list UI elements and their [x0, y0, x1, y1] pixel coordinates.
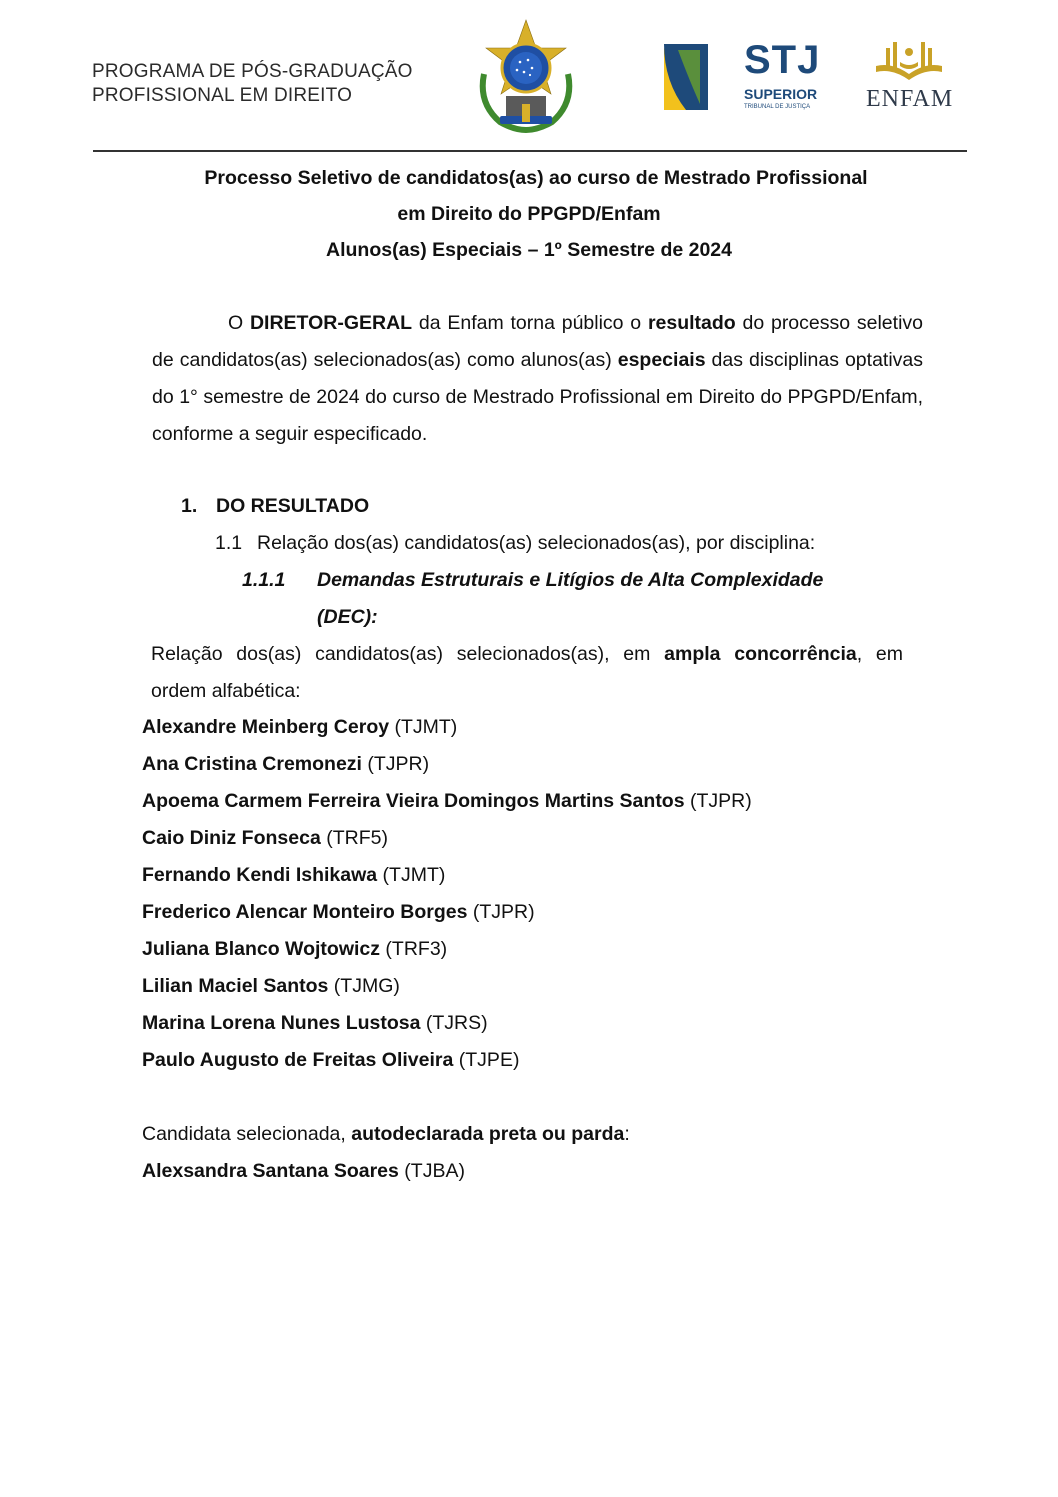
- candidate-name: Alexandre Meinberg Ceroy: [142, 716, 390, 738]
- stj-logo-tribunal: TRIBUNAL DE JUSTIÇA: [744, 104, 811, 110]
- brazil-coat-of-arms-icon: [470, 18, 582, 136]
- document-title-line-1: Processo Seletivo de candidatos(as) ao curso de Mestrado Profissional: [204, 167, 868, 189]
- section-text: Relação dos(as) candidatos(as) selecionados(as), por disciplina:: [257, 532, 816, 554]
- candidate-court: (TJPR): [684, 790, 752, 812]
- intro-bold: resultado: [647, 312, 736, 334]
- document-title-line-3: Alunos(as) Especiais – 1º Semestre de 2024: [326, 239, 732, 261]
- document-title-line-2: em Direito do PPGPD/Enfam: [397, 203, 661, 225]
- quota-bold: autodeclarada preta ou parda: [351, 1123, 625, 1145]
- stj-logo-text: STJ: [744, 38, 821, 82]
- stj-logo-superior: SUPERIOR: [744, 86, 818, 102]
- relation-bold: ampla concorrência: [664, 643, 857, 665]
- intro-bold: especiais: [617, 349, 706, 371]
- program-line-2: PROFISSIONAL EM DIREITO: [92, 85, 353, 106]
- intro-text: do processo seletivo de candidatos(as) selecionados(as) como alunos(as): [152, 312, 923, 371]
- intro-text: da Enfam torna público o: [412, 312, 648, 334]
- section-title: DO RESULTADO: [216, 495, 370, 517]
- candidate-list: [142, 709, 752, 1079]
- list-item: [142, 820, 752, 857]
- list-item: [142, 931, 752, 968]
- candidate-court: (TJMT): [377, 864, 446, 886]
- candidate-court: (TRF3): [380, 938, 448, 960]
- candidate-name: Marina Lorena Nunes Lustosa: [142, 1012, 421, 1034]
- section-1-1-1-heading-cont: (DEC):: [317, 606, 378, 628]
- candidate-court: (TJRS): [420, 1012, 488, 1034]
- relation-text: , em ordem alfabética:: [151, 643, 903, 702]
- quota-candidate: [142, 1153, 630, 1190]
- section-number: 1.1.1: [242, 569, 286, 591]
- intro-text: das disciplinas optativas do 1° semestre de 2024 do curso de Mestrado Profissional em Direito do PPGPD/Enfam, conforme a seguir especificado.: [152, 349, 924, 445]
- stj-logo: [660, 38, 830, 114]
- list-item: [142, 783, 752, 820]
- document-header: [0, 0, 1058, 150]
- candidate-court: (TJMG): [328, 975, 400, 997]
- candidate-court: (TJBA): [398, 1160, 465, 1182]
- discipline-title: Demandas Estruturais e Litígios de Alta Complexidade: [317, 569, 824, 591]
- enfam-logo: [862, 38, 956, 114]
- intro-paragraph: [152, 305, 923, 453]
- intro-text: O: [228, 312, 250, 334]
- candidate-name: Lilian Maciel Santos: [142, 975, 329, 997]
- list-item: [142, 709, 752, 746]
- quota-colon: :: [624, 1123, 630, 1145]
- relation-paragraph: [151, 636, 903, 710]
- candidate-name: Frederico Alencar Monteiro Borges: [142, 901, 468, 923]
- candidate-name: Fernando Kendi Ishikawa: [142, 864, 378, 886]
- candidate-name: Alexsandra Santana Soares: [142, 1160, 399, 1182]
- list-item: [142, 1005, 752, 1042]
- section-1-1: [215, 525, 815, 562]
- candidate-court: (TJMT): [389, 716, 458, 738]
- program-line-1: PROGRAMA DE PÓS-GRADUAÇÃO: [92, 61, 413, 82]
- list-item: [142, 894, 752, 931]
- list-item: [142, 1042, 752, 1079]
- quota-intro: [142, 1116, 630, 1153]
- section-1-1-1-heading: [242, 562, 823, 599]
- list-item: [142, 857, 752, 894]
- section-number: 1.1: [215, 532, 243, 554]
- candidate-name: Juliana Blanco Wojtowicz: [142, 938, 381, 960]
- candidate-name: Apoema Carmem Ferreira Vieira Domingos Martins Santos: [142, 790, 685, 812]
- candidate-name: Caio Diniz Fonseca: [142, 827, 321, 849]
- quota-text: Candidata selecionada,: [142, 1123, 352, 1145]
- intro-bold: DIRETOR-GERAL: [249, 312, 413, 334]
- quota-section: [142, 1116, 630, 1190]
- candidate-name: Ana Cristina Cremonezi: [142, 753, 362, 775]
- enfam-logo-text: ENFAM: [866, 86, 954, 112]
- section-number: 1.: [181, 495, 198, 517]
- candidate-court: (TJPR): [361, 753, 430, 775]
- candidate-court: (TJPR): [467, 901, 535, 923]
- list-item: [142, 746, 752, 783]
- section-1-heading: [181, 488, 369, 525]
- candidate-court: (TRF5): [320, 827, 388, 849]
- relation-text: Relação dos(as) candidatos(as) selecionados(as), em: [151, 643, 665, 665]
- book-icon: [862, 38, 956, 88]
- header-divider: [93, 150, 967, 152]
- candidate-name: Paulo Augusto de Freitas Oliveira: [142, 1049, 454, 1071]
- program-name: [92, 60, 413, 108]
- list-item: [142, 968, 752, 1005]
- candidate-court: (TJPE): [453, 1049, 520, 1071]
